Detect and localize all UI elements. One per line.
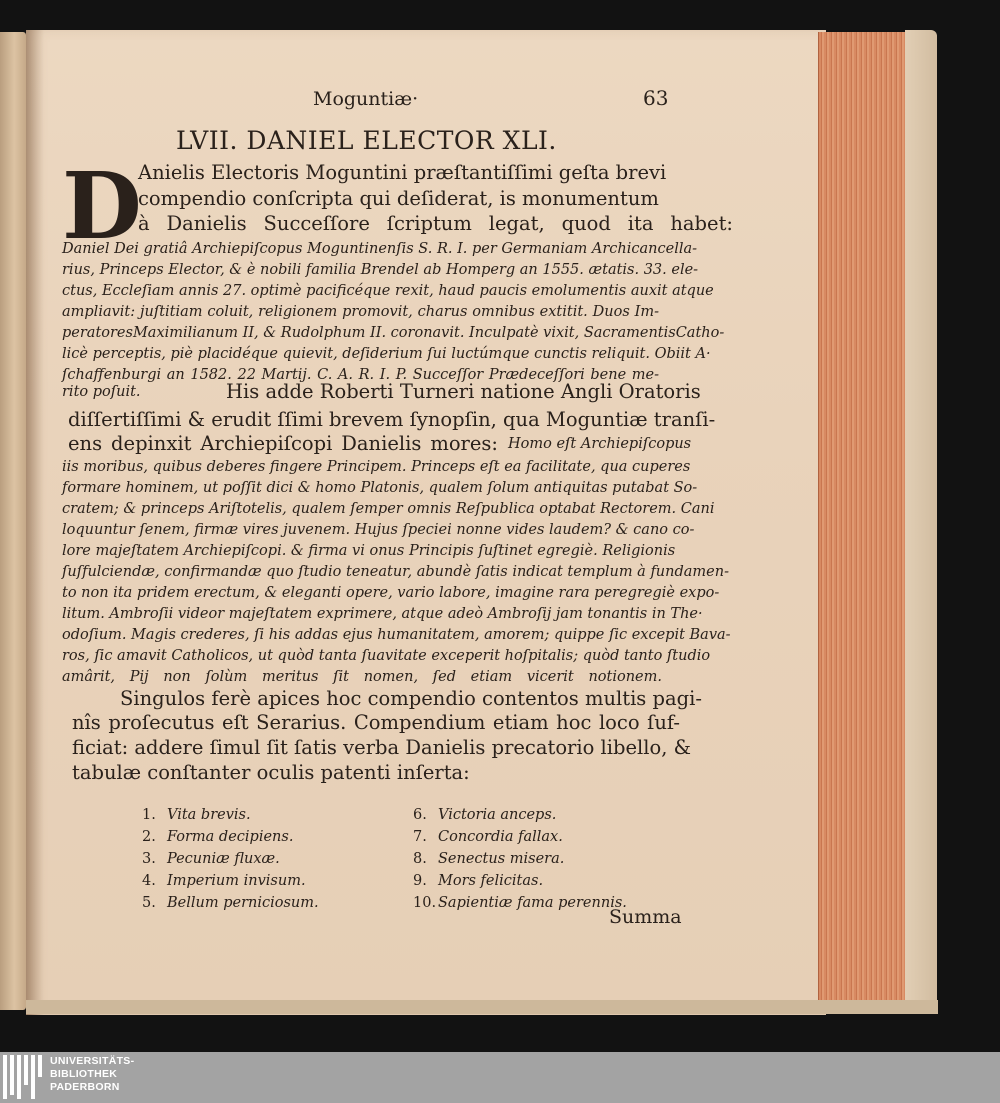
text-line: formare hominem, ut poſſit dici & homo Platonis, qualem ſolum antiquitas putabat So- bbox=[62, 480, 698, 496]
text-line: ens depinxit Archiepiſcopi Danielis mores: bbox=[68, 432, 498, 455]
text-line: to non ita pridem erectum, & eleganti opere, vario labore, imagine rara peregregiè expo- bbox=[62, 585, 720, 601]
text-line: ſuſfulciendæ, confirmandæ quo ſtudio teneatur, abundè ſatis indicat templum à fundamen- bbox=[62, 564, 729, 580]
library-name-line2: BIBLIOTHEK bbox=[50, 1068, 118, 1080]
list-item-number: 7. bbox=[413, 829, 427, 845]
text-line: rito poſuit. bbox=[62, 384, 141, 400]
text-line: Anielis Electoris Moguntini præſtantiſſimi geſta brevi bbox=[138, 161, 667, 184]
list-item-text: Pecuniæ fluxæ. bbox=[167, 851, 280, 867]
library-footer bbox=[0, 1052, 1000, 1103]
text-line: ros, ſic amavit Catholicos, ut quòd tanta ſuavitate exceperit hoſpitalis; quòd tanto ſtudio bbox=[62, 648, 711, 664]
list-item-text: Forma decipiens. bbox=[167, 829, 294, 845]
list-item-number: 4. bbox=[142, 873, 156, 889]
page-number: 63 bbox=[643, 86, 669, 110]
list-item-text: Vita brevis. bbox=[167, 807, 251, 823]
text-line: odoſium. Magis crederes, ſi his addas ejus humanitatem, amorem; quippe ſic excepit Bava- bbox=[62, 627, 731, 643]
list-item-text: Concordia fallax. bbox=[438, 829, 563, 845]
catchword: Summa bbox=[609, 906, 682, 928]
chapter-title: LVII. DANIEL ELECTOR XLI. bbox=[176, 126, 557, 155]
text-line: lore majeſtatem Archiepiſcopi. & firma vi onus Principis ſuſtinet egregiè. Religionis bbox=[62, 543, 676, 559]
list-item-number: 1. bbox=[142, 807, 156, 823]
gutter-shadow bbox=[26, 30, 44, 1015]
text-line: diſſertiſſimi & erudit ſſimi brevem ſynopſin, qua Moguntiæ tranſi- bbox=[68, 408, 716, 431]
text-line: tabulæ conſtanter oculis patenti inſerta: bbox=[72, 761, 470, 784]
list-item-number: 5. bbox=[142, 895, 156, 911]
text-line: amârit, Pij non ſolùm meritus ſit nomen, ſed etiam vicerit notionem. bbox=[62, 669, 662, 685]
library-logo bbox=[3, 1055, 45, 1099]
text-line: ctus, Eccleſiam annis 27. optimè pacificéque rexit, haud paucis emolumentis auxit atque bbox=[62, 283, 714, 299]
list-item-number: 10. bbox=[413, 895, 437, 911]
text-line: rius, Princeps Elector, & è nobili familia Brendel ab Homperg an 1555. ætatis. 33. ele- bbox=[62, 262, 699, 278]
text-line-continuation: Homo eſt Archiepiſcopus bbox=[508, 436, 692, 452]
list-item-number: 8. bbox=[413, 851, 427, 867]
list-item-text: Bellum perniciosum. bbox=[167, 895, 319, 911]
text-line: litum. Ambroſii videor majeſtatem exprimere, atque adeò Ambroſij jam tonantis in The· bbox=[62, 606, 703, 622]
book-cover-edge bbox=[905, 30, 937, 1008]
text-line: à Danielis Succeſſore ſcriptum legat, quod ita habet: bbox=[138, 212, 733, 235]
library-name-line3: PADERBORN bbox=[50, 1081, 120, 1093]
library-name-line1: UNIVERSITÄTS- bbox=[50, 1055, 135, 1067]
list-item-number: 6. bbox=[413, 807, 427, 823]
text-line: cratem; & princeps Ariſtotelis, qualem ſemper omnis Reſpublica optabat Rectorem. Cani bbox=[62, 501, 715, 517]
facing-page-edge bbox=[0, 32, 26, 1010]
text-line: Daniel Dei gratiâ Archiepiſcopus Moguntinenſis S. R. I. per Germaniam Archicancella- bbox=[62, 241, 698, 257]
text-line: ficiat: addere ſimul ſit ſatis verba Danielis precatorio libello, & bbox=[72, 736, 692, 759]
book-cover-bottom bbox=[26, 1000, 938, 1014]
drop-cap: D bbox=[62, 152, 142, 260]
text-line: licè perceptis, piè placidéque quievit, deſiderium ſui luctúmque cunctis reliquit. Obiit A· bbox=[62, 346, 711, 362]
list-item-text: Imperium invisum. bbox=[167, 873, 306, 889]
running-head: Moguntiæ· bbox=[313, 88, 419, 110]
text-line: Singulos ferè apices hoc compendio contentos multis pagi- bbox=[120, 687, 702, 710]
list-item-number: 3. bbox=[142, 851, 156, 867]
list-item-text: Senectus misera. bbox=[438, 851, 565, 867]
text-line: compendio conſcripta qui deſiderat, is monumentum bbox=[138, 187, 659, 210]
list-item-number: 2. bbox=[142, 829, 156, 845]
text-line: ampliavit: juſtitiam coluit, religionem promovit, charus omnibus extitit. Duos Im- bbox=[62, 304, 659, 320]
list-item-number: 9. bbox=[413, 873, 427, 889]
list-item-text: Sapientiæ fama perennis. bbox=[438, 895, 627, 911]
page-edges bbox=[818, 32, 915, 1000]
text-line: ſchaffenburgi an 1582. 22 Martij. C. A. R. I. P. Succeſſor Prædeceſſori bene me- bbox=[62, 367, 659, 383]
list-item-text: Mors felicitas. bbox=[438, 873, 544, 889]
text-line: iis moribus, quibus deberes fingere Principem. Princeps eſt ea facilitate, qua cuperes bbox=[62, 459, 691, 475]
text-line: loquuntur ſenem, firmæ vires juvenem. Hujus ſpeciei nonne vides laudem? & cano co- bbox=[62, 522, 695, 538]
text-line: peratoresMaximilianum II, & Rudolphum II. coronavit. Inculpatè vixit, SacramentisCatho- bbox=[62, 325, 725, 341]
text-line-continuation: His adde Roberti Turneri natione Angli Oratoris bbox=[226, 380, 701, 403]
text-line: nîs proſecutus eſt Serarius. Compendium etiam hoc loco ſuf- bbox=[72, 711, 680, 734]
list-item-text: Victoria anceps. bbox=[438, 807, 557, 823]
